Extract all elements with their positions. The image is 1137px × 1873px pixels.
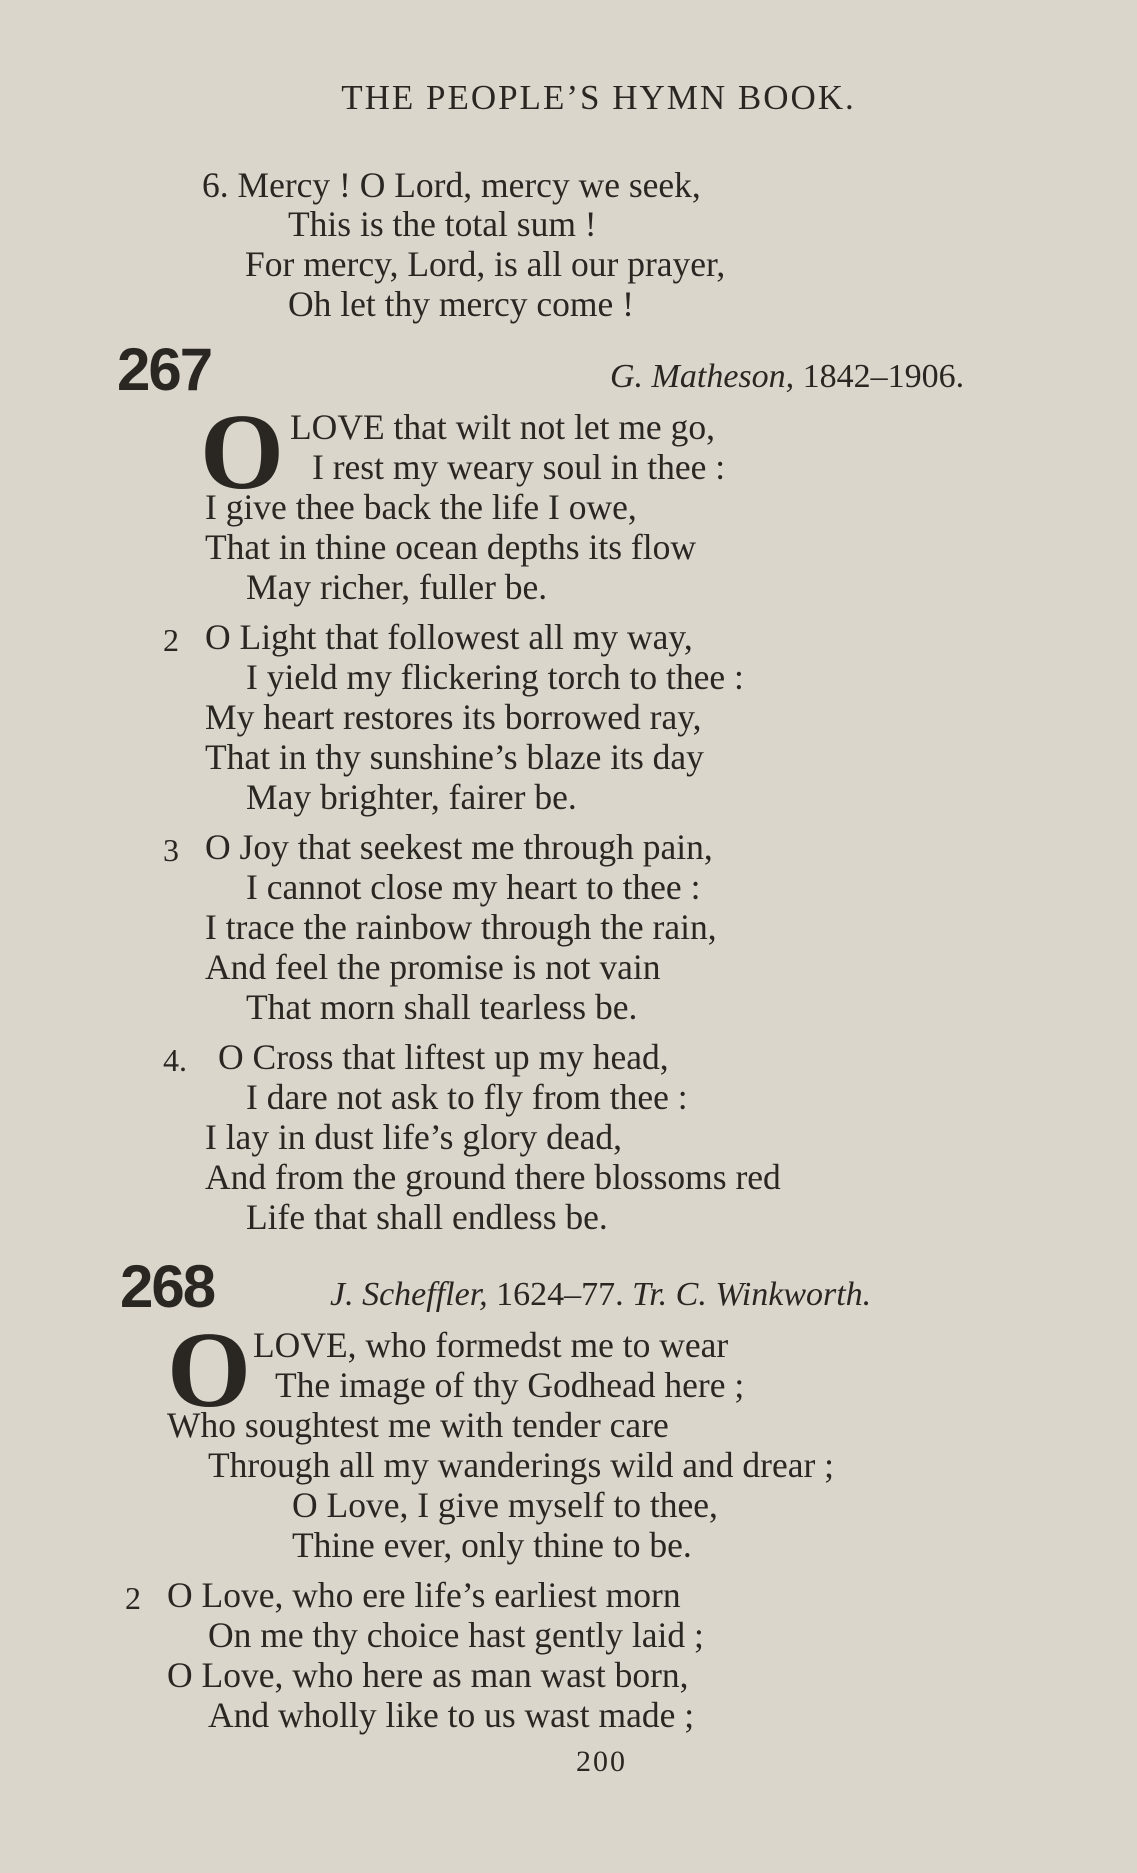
author-years: 1624–77. (496, 1276, 624, 1313)
verse-line: That in thine ocean depths its flow (205, 527, 696, 567)
verse-number: 3 (163, 832, 179, 868)
verse-line: For mercy, Lord, is all our prayer, (245, 244, 726, 284)
verse-line: I dare not ask to fly from thee : (246, 1077, 688, 1117)
verse-line: I yield my flickering torch to thee : (246, 657, 744, 697)
verse-line: O Love, I give myself to thee, (292, 1485, 718, 1525)
author-name: J. Scheffler, (330, 1276, 488, 1313)
author-years: 1842–1906. (802, 358, 965, 395)
verse-line: O Cross that liftest up my head, (218, 1037, 669, 1077)
hymn-number: 268 (120, 1253, 215, 1320)
verse-line: And wholly like to us wast made ; (208, 1695, 695, 1735)
verse-line: I rest my weary soul in thee : (312, 447, 726, 487)
verse-line: O Light that followest all my way, (205, 617, 693, 657)
verse-line: And feel the promise is not vain (205, 947, 661, 987)
page-header: THE PEOPLE’S HYMN BOOK. (341, 78, 856, 117)
verse-line (202, 165, 701, 205)
verse-line: I lay in dust life’s glory dead, (205, 1117, 623, 1157)
verse-line: That in thy sunshine’s blaze its day (205, 737, 704, 777)
page-number: 200 (576, 1745, 627, 1778)
verse-line: Thine ever, only thine to be. (292, 1525, 692, 1565)
hymn-number: 267 (117, 336, 212, 403)
verse-line: That morn shall tearless be. (246, 987, 638, 1027)
verse-line: O Love, who here as man wast born, (167, 1655, 689, 1695)
verse-number: 4. (163, 1042, 187, 1078)
verse-line: May richer, fuller be. (246, 567, 548, 607)
verse-line: O Joy that seekest me through pain, (205, 827, 713, 867)
verse-line: I give thee back the life I owe, (205, 487, 637, 527)
verse-line: Who soughtest me with tender care (167, 1405, 669, 1445)
verse-line: LOVE that wilt not let me go, (290, 407, 715, 447)
verse-line: Through all my wanderings wild and drear ; (208, 1445, 835, 1485)
verse-line: LOVE, who formedst me to wear (253, 1325, 729, 1365)
verse-number: 6. (202, 165, 229, 205)
drop-cap: O (167, 1311, 252, 1430)
verse-number: 2 (163, 622, 179, 658)
verse-line: May brighter, fairer be. (246, 777, 577, 817)
verse-line: This is the total sum ! (288, 204, 597, 244)
verse-line: Life that shall endless be. (246, 1197, 608, 1237)
verse-text: Mercy ! O Lord, mercy we seek, (237, 165, 701, 205)
verse-line: On me thy choice hast gently laid ; (208, 1615, 704, 1655)
hymn-author (330, 1278, 871, 1312)
verse-number: 2 (125, 1580, 141, 1616)
verse-line: My heart restores its borrowed ray, (205, 697, 702, 737)
hymn-author (610, 360, 964, 394)
drop-cap: O (200, 393, 285, 512)
verse-line: And from the ground there blossoms red (205, 1157, 781, 1197)
verse-line: I cannot close my heart to thee : (246, 867, 701, 907)
verse-line: The image of thy Godhead here ; (275, 1365, 745, 1405)
translator: Tr. C. Winkworth. (632, 1276, 872, 1313)
verse-line: I trace the rainbow through the rain, (205, 907, 717, 947)
author-name: G. Matheson, (610, 358, 795, 395)
verse-line: O Love, who ere life’s earliest morn (167, 1575, 681, 1615)
verse-line: Oh let thy mercy come ! (288, 284, 635, 324)
